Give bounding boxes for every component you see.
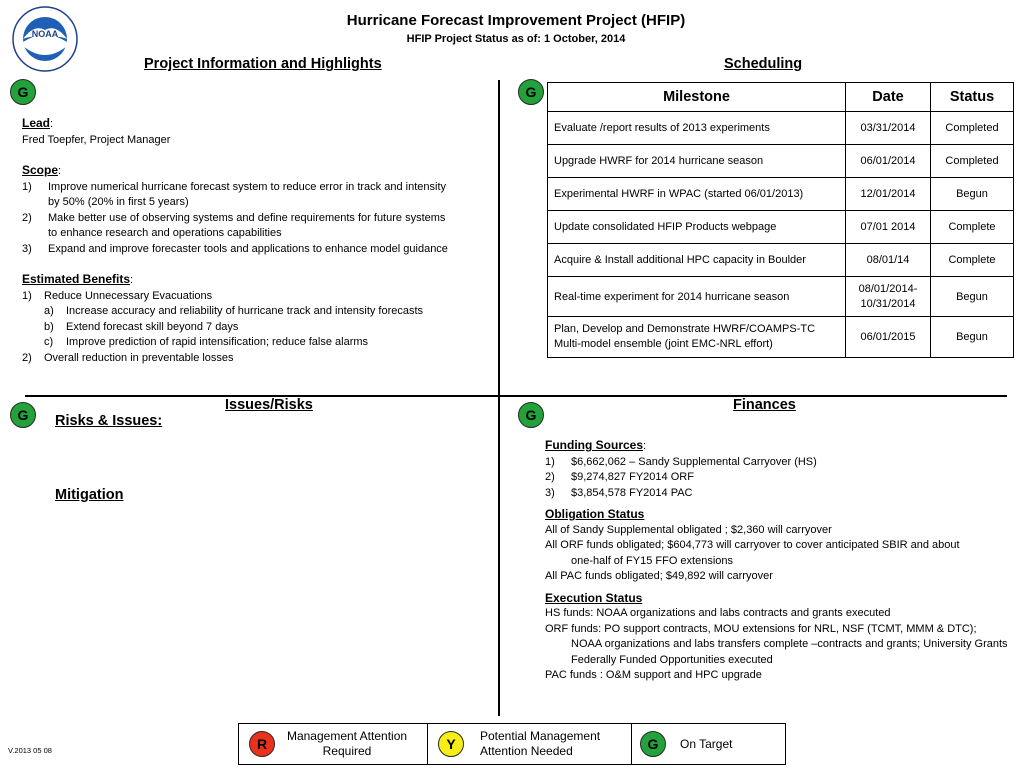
funding-item: 3) $3,854,578 FY2014 PAC <box>545 486 693 499</box>
legend-label-yellow: Potential Management Attention Needed <box>480 729 601 758</box>
scope-label: Scope <box>22 163 59 177</box>
date-cell: 08/01/14 <box>846 244 931 277</box>
milestone-cell: Plan, Develop and Demonstrate HWRF/COAMPS-TC Multi-model ensemble (joint EMC-NRL effort) <box>548 317 846 358</box>
status-cell: Begun <box>931 277 1014 317</box>
legend-item-green <box>632 724 785 764</box>
milestone-cell: Experimental HWRF in WPAC (started 06/01/2013) <box>548 178 846 211</box>
execution-line-cont: NOAA organizations and labs transfers complete –contracts and grants; University Grants Federally Funded Opportunities executed <box>571 638 1008 666</box>
obligation-label: Obligation Status <box>545 507 645 521</box>
obligation-line: All PAC funds obligated; $49,892 will carryover <box>545 570 773 582</box>
legend-label-red: Management Attention Required <box>286 729 408 758</box>
benefit-item: 2) Overall reduction in preventable losses <box>22 351 234 364</box>
horizontal-divider <box>25 395 1007 397</box>
finances-heading: Finances <box>733 397 796 413</box>
table-row <box>548 244 1014 277</box>
status-cell: Completed <box>931 145 1014 178</box>
benefit-subitem: c) Improve prediction of rapid intensification; reduce false alarms <box>44 336 369 348</box>
milestone-cell: Real-time experiment for 2014 hurricane season <box>548 277 846 317</box>
date-cell: 06/01/2014 <box>846 145 931 178</box>
logo-text: NOAA <box>31 29 59 39</box>
obligation-line: All ORF funds obligated; $604,773 will carryover to cover anticipated SBIR and about <box>545 539 960 551</box>
legend-label-green: On Target <box>680 737 733 751</box>
column-header-milestone: Milestone <box>548 83 846 112</box>
legend-item-red <box>239 724 428 764</box>
date-cell: 06/01/2015 <box>846 317 931 358</box>
legend-badge-red: R <box>249 731 275 757</box>
funding-item: 1) $6,662,062 – Sandy Supplemental Carryover (HS) <box>545 455 817 468</box>
execution-line: ORF funds: PO support contracts, MOU extensions for NRL, NSF (TCMT, MMM & DTC); <box>545 622 977 635</box>
legend-badge-yellow: Y <box>438 731 464 757</box>
version-label: V.2013 05 08 <box>8 746 52 755</box>
benefit-subitem: b) Extend forecast skill beyond 7 days <box>44 320 239 333</box>
table-row <box>548 145 1014 178</box>
execution-label: Execution Status <box>545 590 643 605</box>
scope-item: 1) Improve numerical hurricane forecast system to reduce error in track and intensity by 50% (20% in first 5 years) <box>22 180 446 208</box>
scheduling-status-badge: G <box>518 79 544 105</box>
status-cell: Completed <box>931 112 1014 145</box>
obligation-line: All of Sandy Supplemental obligated ; $2,360 will carryover <box>545 523 832 536</box>
table-row <box>548 211 1014 244</box>
table-header-row <box>548 83 1014 112</box>
milestone-table <box>547 82 1014 358</box>
project-info-body: Lead: Fred Toepfer, Project Manager Scope: 1) Improve numerical hurricane forecast system to reduce error in track and intensity by 50% (20% in first 5 years) 2) Make better use of observing systems and define requirements for future systems to enhance research and operations capabilities 3) Expand and improve forecaster tools and applications to enhance model guidance Estimated Benefits: 1) Reduce Unnecessary Evacuations a) Increase accuracy and reliability of hurricane track and intensity forecasts b) Extend forecast skill beyond 7 days c) Improve prediction of rapid intensification; reduce false alarms 2) Overall reduction in preventable losses <box>22 116 492 366</box>
issues-heading: Issues/Risks <box>225 397 313 413</box>
status-legend <box>238 723 786 765</box>
project-info-heading: Project Information and Highlights <box>144 56 382 72</box>
status-cell: Begun <box>931 178 1014 211</box>
funding-label: Funding Sources <box>545 438 644 452</box>
status-cell: Begun <box>931 317 1014 358</box>
date-cell: 07/01 2014 <box>846 211 931 244</box>
table-row <box>548 317 1014 358</box>
column-header-date: Date <box>846 83 931 112</box>
benefit-item: 1) Reduce Unnecessary Evacuations <box>22 289 213 302</box>
status-cell: Complete <box>931 244 1014 277</box>
scheduling-heading: Scheduling <box>724 56 803 72</box>
finances-body: Funding Sources: 1) $6,662,062 – Sandy Supplemental Carryover (HS) 2) $9,274,827 FY2014 ORF 3) $3,854,578 FY2014 PAC Obligation Status All of Sandy Supplemental obligated ; $2,360 will carryover All ORF funds obligated; $604,773 will carryover to cover anticipated SBIR and about one-half of FY15 FFO extensions All PAC funds obligated; $49,892 will carryover Execution Status HS funds: NOAA organizations and labs contracts and grants executed ORF funds: PO support contracts, MOU extensions for NRL, NSF (TCMT, MMM & DTC); NOAA organizations and labs transfers complete –contracts and grants; University Grants Federally Funded Opportunities executed PAC funds : O&M support and HPC upgrade <box>545 438 1015 684</box>
execution-line: PAC funds : O&M support and HPC upgrade <box>545 669 762 681</box>
legend-item-yellow <box>428 724 632 764</box>
lead-label: Lead <box>22 116 51 130</box>
page-subtitle: HFIP Project Status as of: 1 October, 2014 <box>406 33 626 45</box>
milestone-cell: Evaluate /report results of 2013 experiments <box>548 112 846 145</box>
status-cell: Complete <box>931 211 1014 244</box>
milestone-cell: Upgrade HWRF for 2014 hurricane season <box>548 145 846 178</box>
benefit-subitem: a) Increase accuracy and reliability of hurricane track and intensity forecasts <box>44 305 424 317</box>
date-cell: 08/01/2014-10/31/2014 <box>846 277 931 317</box>
scope-item: 3) Expand and improve forecaster tools and applications to enhance model guidance <box>22 242 448 255</box>
table-row <box>548 112 1014 145</box>
benefits-label: Estimated Benefits <box>22 272 131 286</box>
milestone-cell: Update consolidated HFIP Products webpage <box>548 211 846 244</box>
scope-item: 2) Make better use of observing systems and define requirements for future systems to enhance research and operations capabilities <box>22 211 446 239</box>
funding-item: 2) $9,274,827 FY2014 ORF <box>545 471 694 483</box>
vertical-divider <box>498 80 500 716</box>
legend-badge-green: G <box>640 731 666 757</box>
execution-line: HS funds: NOAA organizations and labs contracts and grants executed <box>545 607 891 619</box>
table-row <box>548 178 1014 211</box>
lead-value: Fred Toepfer, Project Manager <box>22 133 171 146</box>
mitigation-label: Mitigation <box>55 487 124 503</box>
page-title: Hurricane Forecast Improvement Project (HFIP) <box>346 12 686 29</box>
date-cell: 03/31/2014 <box>846 112 931 145</box>
table-row <box>548 277 1014 317</box>
obligation-line-cont: one-half of FY15 FFO extensions <box>571 554 734 567</box>
column-header-status: Status <box>931 83 1014 112</box>
issues-status-badge: G <box>10 402 36 428</box>
milestone-cell: Acquire & Install additional HPC capacity in Boulder <box>548 244 846 277</box>
project-info-status-badge: G <box>10 79 36 105</box>
finances-status-badge: G <box>518 402 544 428</box>
risks-issues-label: Risks & Issues: <box>55 413 163 429</box>
date-cell: 12/01/2014 <box>846 178 931 211</box>
